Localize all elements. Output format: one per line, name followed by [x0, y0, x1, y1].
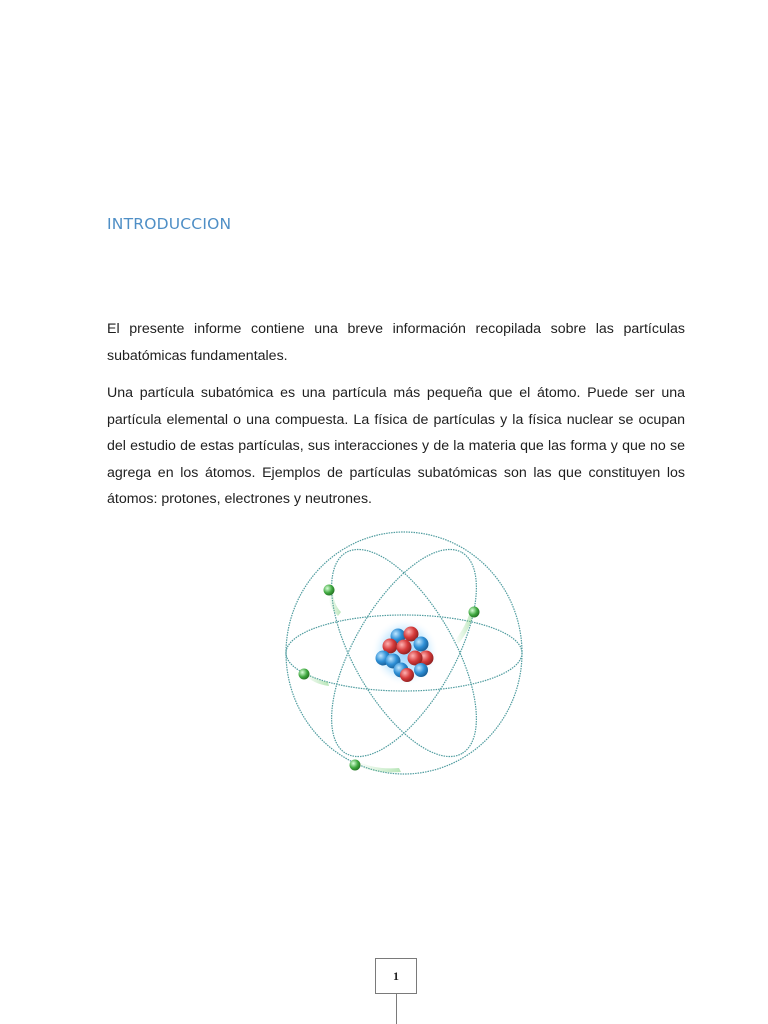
neutron [414, 663, 428, 677]
electron [299, 669, 310, 680]
section-heading: INTRODUCCION [107, 215, 232, 233]
page-number [375, 958, 417, 994]
electron [469, 607, 480, 618]
paragraph-definition: Una partícula subatómica es una partícula más pequeña que el átomo. Puede ser una partícula elemental o una compuesta. La física de partículas y la física nuclear se ocupan del estudio de estas partículas, sus interacciones y de la materia que las forma y que no se agrega en los átomos. Ejemplos de partículas subatómicas son las que constituyen los átomos: protones, electrones y neutrones. [107, 385, 685, 507]
proton [400, 668, 414, 682]
page-number-label: 1 [393, 968, 399, 983]
electron [350, 760, 361, 771]
paragraph-intro: El presente informe contiene una breve información recopilada sobre las partículas subatómicas fundamentales. [107, 321, 685, 364]
atom-illustration [283, 528, 527, 782]
page-number-stem [396, 994, 397, 1024]
electron [324, 585, 335, 596]
proton [397, 640, 412, 655]
neutron [414, 637, 429, 652]
